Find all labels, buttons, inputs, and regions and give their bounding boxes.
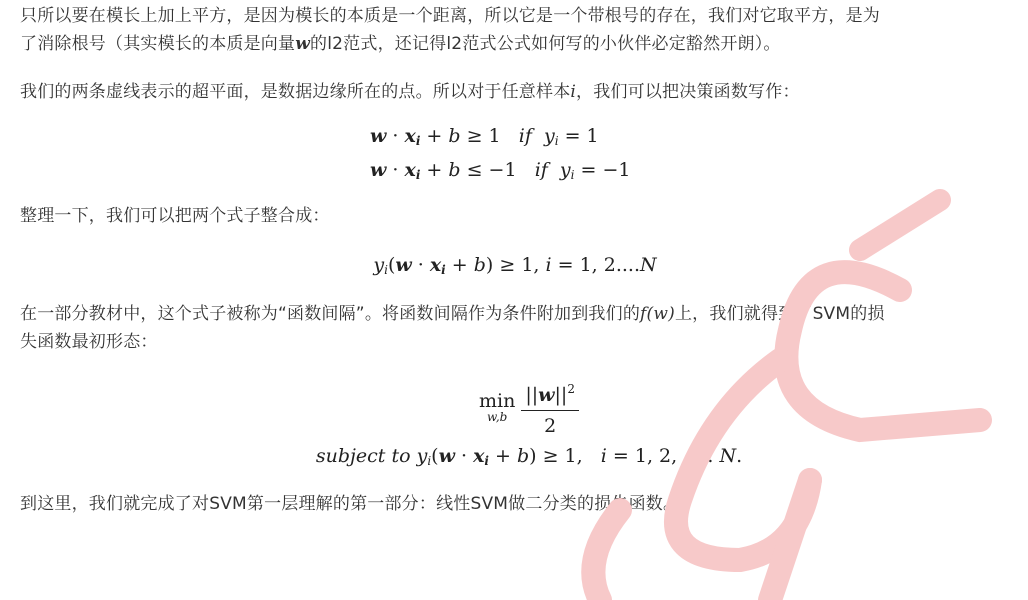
eq1-w: w [370,125,387,147]
paragraph-5: 到这里，我们就完成了对SVM第一层理解的第一部分：线性SVM做二分类的损失函数。 [20,494,681,514]
norm-close: || [554,384,568,406]
eq3-b: b [516,445,530,467]
eq2-close: ) [485,254,494,276]
eq1-x-sub-2: i [415,168,421,182]
eq1-dot-2: · [386,159,405,181]
eq3-open: ( [431,445,439,467]
equation-decision-function [370,122,690,190]
eq1-w-2: w [370,159,387,181]
eq3-x: x [473,445,485,467]
eq2-i: i [545,254,552,276]
eq1-b: b [448,125,461,147]
eq2-y-sub: i [384,263,388,277]
fraction-numerator [521,376,579,411]
eq3-plus: + [488,445,517,467]
equation-line-positive [370,122,690,156]
paragraph-1-line-1: 只所以要在模长上加上平方，是因为模长的本质是一个距离，所以它是一个带根号的存在，我们对它取平方，是为 [20,6,880,26]
eq1-x-2: x [404,159,416,181]
eq1-y-2: y [559,159,571,181]
paragraph-2 [20,78,1010,106]
eq3-end: . [736,445,743,467]
eq3-close: ) [529,445,537,467]
equation-svm-objective [20,376,1028,476]
watermark-stroke-5 [593,510,620,600]
eq2-N: N [640,254,657,276]
eq3-rest: = 1, 2, . . . [606,445,720,467]
eq2-x: x [429,254,442,276]
eq1-x-sub: i [415,134,421,148]
paragraph-1 [20,2,1010,58]
eq2-dot: · [411,254,430,276]
fraction-denominator: 2 [544,415,557,437]
eq3-dot: · [454,445,474,467]
eq2-y: y [373,254,385,276]
eq2-w: w [395,254,412,276]
eq1-y-sub-2: i [570,168,575,182]
eq1-b-2: b [448,159,461,181]
equation-combined-constraint [20,251,1010,285]
paragraph-4 [20,300,1010,356]
function-f-open: ( [646,304,654,324]
eq1-rhs-neg: = −1 [574,159,631,181]
eq3-y: y [416,445,428,467]
objective-fraction [521,376,579,439]
eq1-plus-2: + [420,159,449,181]
norm-square: 2 [567,382,575,396]
paragraph-4-line-1 [20,300,1010,328]
eq1-rhs-pos: = 1 [558,125,599,147]
eq1-rel-ge: ≥ 1 [460,125,501,147]
eq1-if-2: if [534,159,548,181]
eq1-y-sub: i [554,134,559,148]
eq2-b: b [473,254,486,276]
eq1-x: x [404,125,416,147]
min-operator [479,389,516,424]
min-subscript: w,b [487,409,508,424]
eq1-plus: + [420,125,449,147]
eq1-rel-le: ≤ −1 [460,159,517,181]
paragraph-1-text-a: 了消除根号（其实模长的本质是向量 [20,34,296,54]
equation-line-negative [370,156,690,190]
eq2-rest: = 1, 2.... [551,254,640,276]
eq3-i: i [600,445,607,467]
eq1-dot: · [386,125,405,147]
paragraph-1-line-2 [20,30,1010,58]
eq2-plus: + [445,254,474,276]
function-f-inline: f [640,304,647,324]
paragraph-2-text-b: ，我们可以把决策函数写作： [576,82,800,102]
objective-line [20,376,1028,438]
eq2-open: ( [387,254,396,276]
subject-to: subject to [315,445,417,467]
function-f-close: ) [668,304,675,324]
constraint-line [20,442,1028,476]
eq2-rel: ≥ 1, [493,254,546,276]
eq3-N: N [719,445,737,467]
vector-w-inline: w [295,34,311,54]
eq2-x-sub: i [441,263,446,277]
eq3-w: w [438,445,455,467]
min-label: min [479,389,516,412]
eq3-rel: ≥ 1, [536,445,601,467]
norm-w: w [538,384,555,406]
variable-i-inline: i [570,82,577,102]
paragraph-2-text-a: 我们的两条虚线表示的超平面，是数据边缘所在的点。所以对于任意样本 [20,82,571,102]
eq3-y-sub: i [427,454,432,468]
paragraph-4-text-b: 上，我们就得到了SVM的损 [674,304,885,324]
paragraph-3: 整理一下，我们可以把两个式子整合成： [20,206,330,226]
paragraph-4-line-2: 失函数最初形态： [20,332,158,352]
eq1-y: y [543,125,555,147]
eq3-x-sub: i [484,454,489,468]
function-f-arg: w [653,304,669,324]
norm-open: || [525,384,539,406]
eq1-if: if [518,125,532,147]
paragraph-1-text-b: 的l2范式，还记得l2范式公式如何写的小伙伴必定豁然开朗）。 [310,34,781,54]
paragraph-4-text-a: 在一部分教材中，这个式子被称为“函数间隔”。将函数间隔作为条件附加到我们的 [20,304,641,324]
